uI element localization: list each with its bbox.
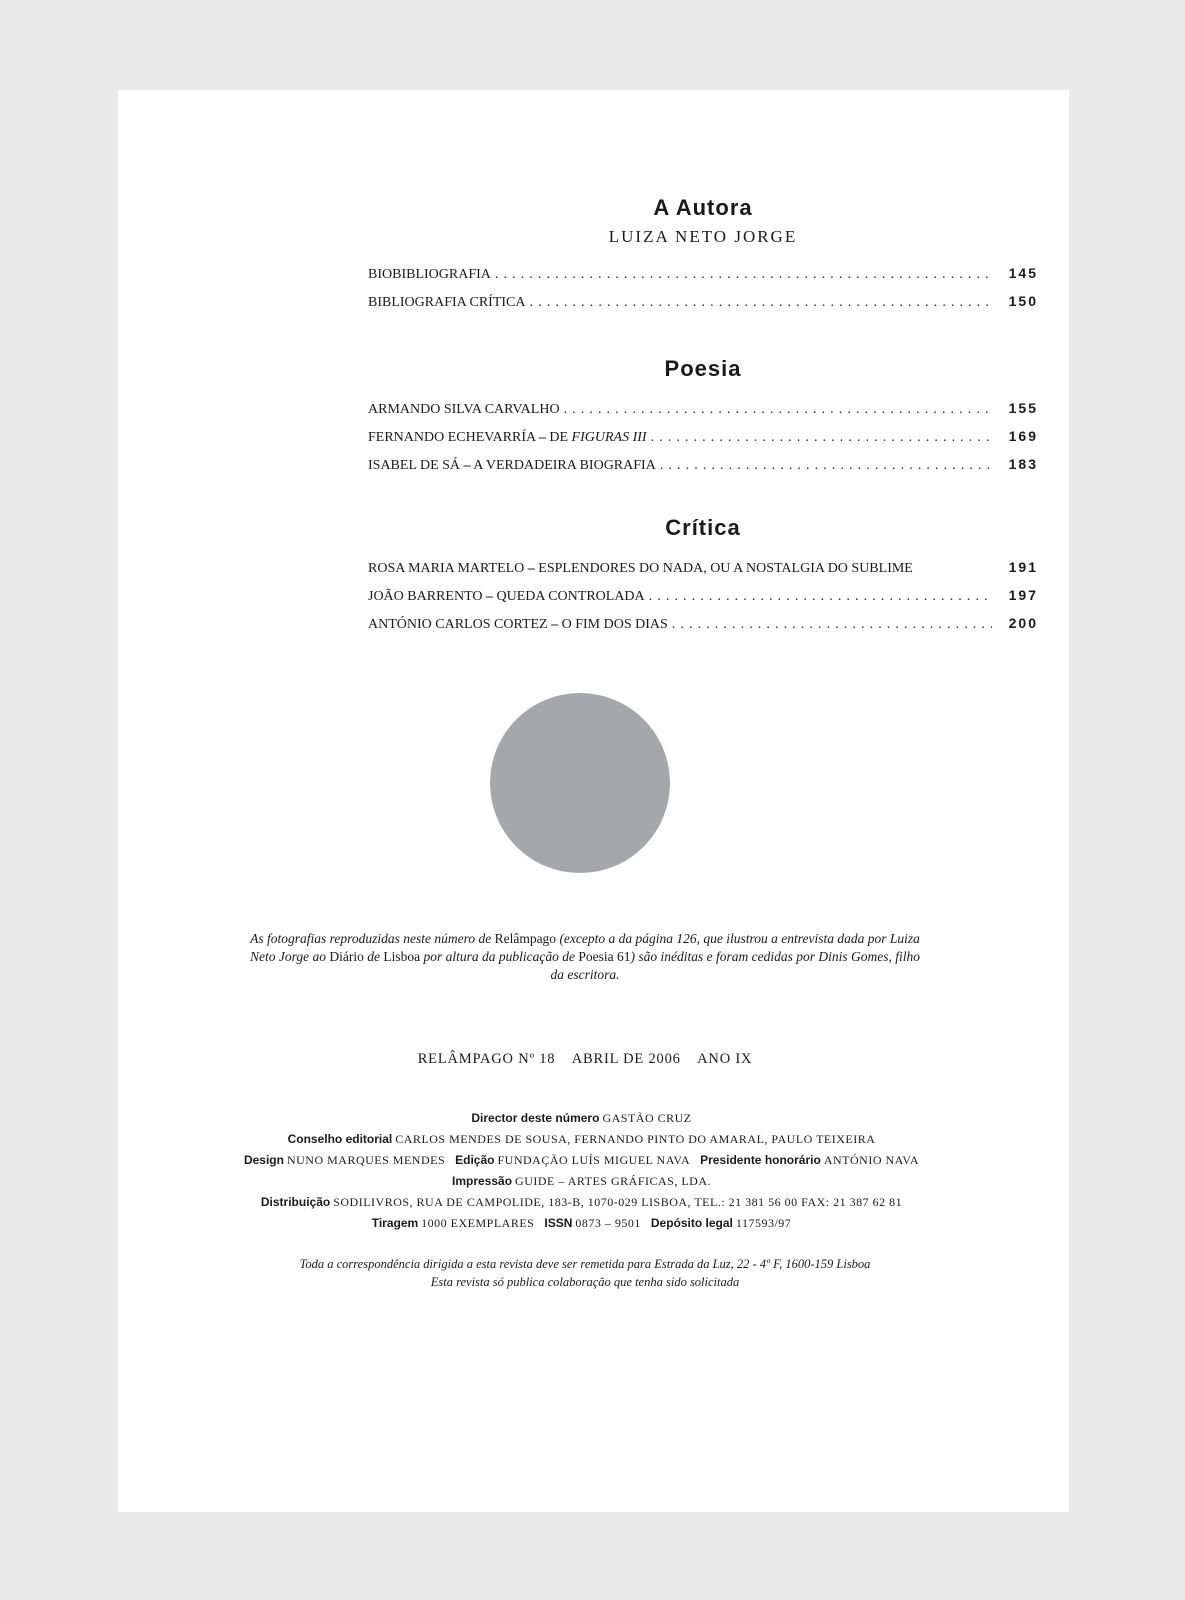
- masthead-credits: [190, 1108, 980, 1234]
- section-title-critica: Crítica: [665, 515, 741, 540]
- toc-entry[interactable]: [368, 287, 1038, 315]
- toc-entry-label: ARMANDO SILVA CARVALHO: [368, 402, 560, 417]
- section-critica: [368, 515, 1038, 637]
- toc-page-number: 145: [1008, 265, 1038, 281]
- toc-entry[interactable]: [368, 553, 1038, 581]
- toc-page-number: 183: [1008, 456, 1038, 472]
- toc-entry-label: FERNANDO ECHEVARRÍA – DE FIGURAS III: [368, 430, 647, 445]
- toc-page-number: 197: [1008, 587, 1038, 603]
- correspondence-footer: [190, 1255, 980, 1291]
- toc-leader-dots: [660, 452, 992, 480]
- toc-page-number: 191: [1008, 559, 1038, 575]
- toc-entry[interactable]: [368, 581, 1038, 609]
- section-title-autora: A Autora: [653, 195, 753, 220]
- toc-entry[interactable]: [368, 259, 1038, 287]
- toc-leader-dots: [564, 396, 992, 424]
- toc-entry[interactable]: [368, 422, 1038, 450]
- toc-leader-dots: [530, 289, 992, 317]
- toc-entry-label: ISABEL DE SÁ – A VERDADEIRA BIOGRAFIA: [368, 458, 656, 473]
- footer-line-policy: Esta revista só publica colaboração que tenha sido solicitada: [430, 1275, 740, 1289]
- toc-leader-dots: [672, 611, 992, 639]
- credits-line: Design NUNO MARQUES MENDES Edição FUNDAÇÃO LUÍS MIGUEL NAVA Presidente honorário ANTÓNIO NAVA: [243, 1153, 920, 1167]
- toc-page-number: 150: [1008, 293, 1038, 309]
- section-poesia: [368, 356, 1038, 478]
- toc-entry-label: BIOBIBLIOGRAFIA: [368, 267, 491, 282]
- decorative-circle: [490, 693, 670, 873]
- credits-line: Impressão GUIDE – ARTES GRÁFICAS, LDA.: [452, 1174, 711, 1188]
- credits-line: Director deste número GASTÃO CRUZ: [471, 1111, 692, 1125]
- photo-credits-note: As fotografias reproduzidas neste número de Relâmpago (excepto a da página 126, que ilustrou a entrevista dada por Luiza Neto Jorge ao Diário de Lisboa por altura da publicação de Poesia 61) são inéditas e foram cedidas por Dinis Gomes, filho da escritora.: [250, 931, 920, 982]
- toc-entry-label: ANTÓNIO CARLOS CORTEZ – O FIM DOS DIAS: [368, 617, 668, 632]
- issue-info: [250, 1051, 920, 1068]
- toc-entry[interactable]: [368, 394, 1038, 422]
- credits-line: Tiragem 1000 EXEMPLARES ISSN 0873 – 9501 Depósito legal 117593/97: [371, 1216, 792, 1230]
- toc-leader-dots: [649, 583, 992, 611]
- toc-leader-dots: [495, 261, 992, 289]
- credits-line: Conselho editorial CARLOS MENDES DE SOUSA, FERNANDO PINTO DO AMARAL, PAULO TEIXEIRA: [287, 1132, 876, 1146]
- toc-entry-label: BIBLIOGRAFIA CRÍTICA: [368, 295, 526, 310]
- toc-entry[interactable]: [368, 450, 1038, 478]
- footer-line-address: Toda a correspondência dirigida a esta revista deve ser remetida para Estrada da Luz, 22 - 4º F, 1600-159 Lisboa: [299, 1257, 871, 1271]
- toc-page-number: 169: [1008, 428, 1038, 444]
- issue-number: RELÂMPAGO Nº 18: [417, 1051, 556, 1067]
- toc-page-number: 200: [1008, 615, 1038, 631]
- toc-entry[interactable]: [368, 609, 1038, 637]
- credits-line: Distribuição SODILIVROS, RUA DE CAMPOLIDE, 183-B, 1070-029 LISBOA, TEL.: 21 381 56 00 FAX: 21 387 62 81: [260, 1195, 903, 1209]
- toc-entry-label: JOÃO BARRENTO – QUEDA CONTROLADA: [368, 589, 645, 604]
- issue-year: ANO IX: [697, 1051, 753, 1067]
- toc-entry-label: ROSA MARIA MARTELO – ESPLENDORES DO NADA, OU A NOSTALGIA DO SUBLIME: [368, 561, 913, 576]
- toc-page-number: 155: [1008, 400, 1038, 416]
- section-subtitle-autora: LUIZA NETO JORGE: [608, 227, 798, 246]
- section-title-poesia: Poesia: [664, 356, 742, 381]
- issue-date: ABRIL DE 2006: [571, 1051, 681, 1067]
- toc-leader-dots: [651, 424, 992, 452]
- section-autora: [368, 195, 1038, 315]
